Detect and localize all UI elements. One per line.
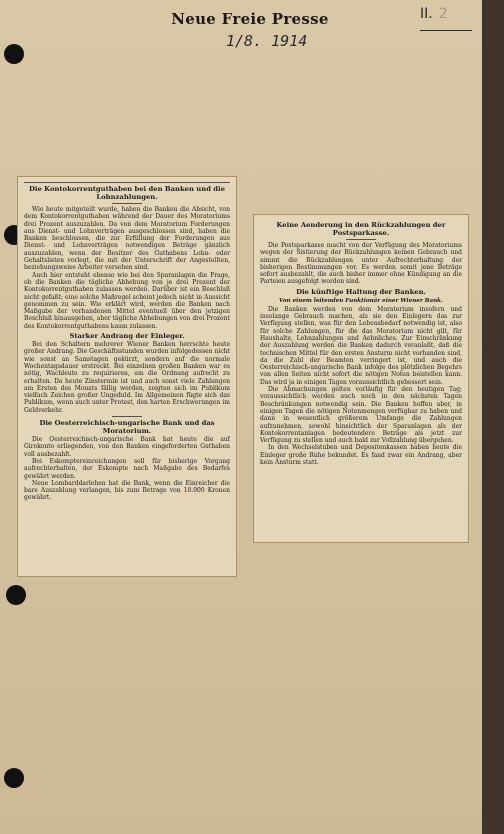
background-edge <box>482 0 504 834</box>
newspaper-name: Neue Freie Presse <box>171 10 329 28</box>
section-title: Die künftige Haltung der Banken. <box>296 287 426 296</box>
clipping-right <box>254 215 468 542</box>
page-mark-faint: 2 <box>438 6 448 22</box>
section-subtitle: Von einem leitenden Funktionär einer Wiener Bank. <box>279 297 443 304</box>
article-paragraph: Wie heute mitgeteilt wurde, haben die Banken die Absicht, von dem Kontokorrentguthaben während der Dauer des Moratoriums drei Prozent auszuzahlen. Da von dem Moratorium Forderungen aus Dienst- und Lohnverträgen ausgeschlossen sind, haben die Banken beschlossen, die zur Erfüllung der Forderungen aus Dienst- und Lohnverträgen notwendigen Beträge gänzlich auszuzahlen, wenn der Besitzer des Guthabens Lohn- oder Gehaltslisten vorlegt, die mit der Unterschrift der Angestellten, beziehungsweise Arbeiter versehen sind. <box>24 206 230 272</box>
punch-hole <box>6 585 26 605</box>
section-title: Starker Andrang der Einleger. <box>69 332 185 341</box>
page-mark-main: II. <box>420 6 433 22</box>
section-title: Die Oesterreichisch-ungarische Bank und das Moratorium. <box>39 419 215 436</box>
punch-hole <box>4 768 24 788</box>
article-paragraph: Die Oesterreichisch-ungarische Bank hat heute die auf Girokonto erliegenden, von den Banken eingeforderten Guthaben voll ausbezahlt. <box>24 436 230 458</box>
article-paragraph: Die Postsparkasse macht von der Verfügung des Moratoriums wegen der Sistierung der Rückzahlungen keinen Gebrauch und nimmt die Rückzahlungen unter Aufrechterhaltung der bisherigen Bestimmungen vor. Es werden somit jene Beträge sofort ausbezahlt, die auch bisher immer ohne Kündigung an die Parteien ausgefolgt worden sind. <box>260 242 462 286</box>
handwritten-date: 1/8. 1914 <box>226 32 308 50</box>
article-paragraph: Bei Eskomptereinreichungen soll für bisherige Vorgang aufrechterhalten, der Eskompte nach Maßgabe des Bedarfes gewährt werden. <box>24 457 230 480</box>
article-paragraph: Die Banken werden von dem Moratorium insofern und insolange Gebrauch machen, als sie den Einlegern das zur Verfügung stellen, was für den Lebensbedarf notwendig ist, also für solche Zahlungen, für die das Moratorium nicht gilt, für Haushalte, Lohnzahlungen und Aehnliches. Zur Einschränkung der Auszahlung werden die Banken dadurch veranlaßt, daß die technischen Mittel für den ersten Ansturm nicht vorhanden sind, da die Zahl der Beamten verringert ist, und auch die Oesterreichisch-ungarische Bank infolge des plötzlichen Begehrs von allen Seiten nicht sofort die nötigen Noten beistellen kann. Das wird ja in einigen Tagen voraussichtlich gebessert sein. <box>260 305 462 386</box>
article-title: Keine Aenderung in den Rückzahlungen der Postsparkasse. <box>276 221 446 237</box>
article-paragraph: Bei den Schaltern mehrerer Wiener Banken herrschte heute großer Andrang. Die Geschäftsstunden wurden infolgedessen nicht wie sonst an Samstagen gekürzt, sondern auf die normale Wochentagsdauer erstreckt. Bei einzelnen großen Banken war es nötig, Wachleute zu requirieren, um die Ordnung aufrecht zu erhalten. Da heute Zinstermin ist und auch sonst viele Zahlungen am Ersten des Monats fällig werden, zeigten sich im Publikum vielfach Zeichen großer Ungeduld. Im Allgemeinen fügte sich das Publikum, wenn auch unter Protest, den harten Erschwerungen im Geldverkehr. <box>24 341 230 414</box>
article-paragraph: Neue Lombarddarlehen hat die Bank, wenn die Einreicher die bare Auszahlung verlangen, bis zum Betrage von 10.000 Kronen gewährt. <box>24 479 230 502</box>
page-mark <box>420 6 472 31</box>
article-title: Die Kontokorrentguthaben bei den Banken und die Lohnzahlungen. <box>29 185 225 201</box>
article-paragraph: Die Abmachungen gelten vorläufig für den heutigen Tag; voraussichtlich werden auch noch in den nächsten Tagen Beschränkungen notwendig sein. Die Banken hoffen aber, in einigen Tagen die nötigen Notenmengen verfügbar zu haben und dann in wesentlich größerem Umfange die Zahlungen aufzunehmen, sowohl hinsichtlich der Sparanlagen als der Kontokorrentanlagen bedeutendere Beträge als jetzt zur Verfügung zu stellen und auch bald zur Vollzahlung übergehen. <box>260 386 462 445</box>
article-paragraph: In den Wechselstuben und Depositenkassen haben heute die Einleger große Ruhe bekundet. Es fand zwar ein Andrang, aber kein Ansturm statt. <box>260 444 462 467</box>
punch-hole <box>4 44 24 64</box>
article-paragraph: Auch hier entsteht ebenso wie bei den Sparanlagen die Frage, ob die Banken die tägliche Abhebung von je drei Prozent der Kontokorrentguthaben zulassen werden. Darüber ist ein Beschluß nicht gefaßt; eine solche Maßregel scheint jedoch nicht in Aussicht genommen zu sein. Wie erklärt wird, werden die Banken nach Maßgabe der vorhandenen Mittel eventuell über den jetzigen Beschluß hinausgehen, aber tägliche Abhebungen von drei Prozent des Kontokorrentguthabens kaum zulassen. <box>24 271 230 330</box>
clipping-left <box>18 177 236 576</box>
